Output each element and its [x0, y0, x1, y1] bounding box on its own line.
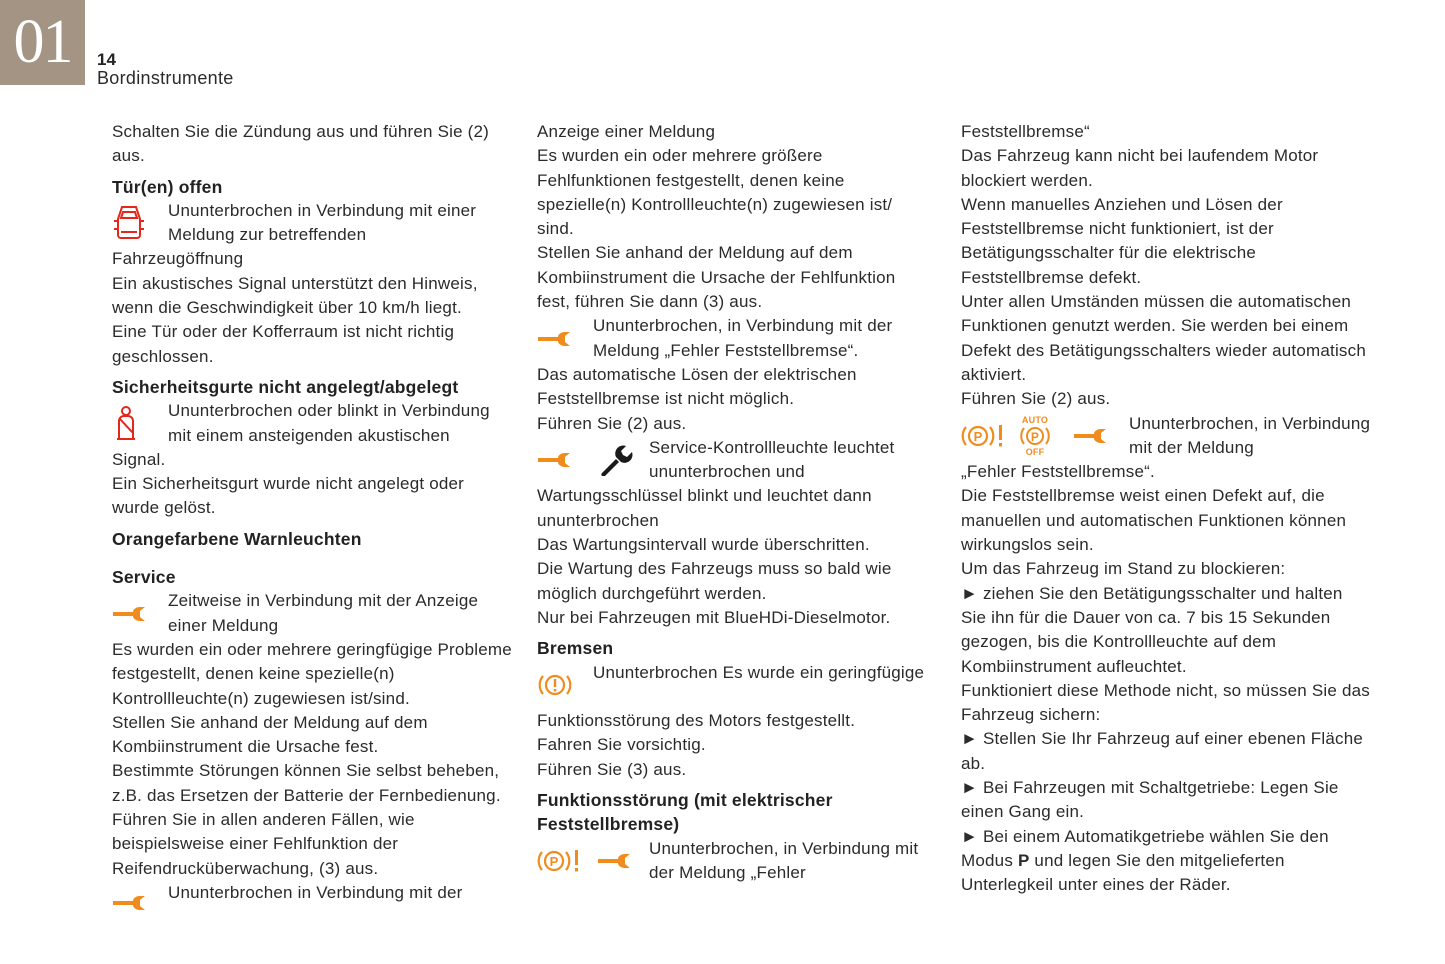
col3-paragraph-1: Feststellbremse“	[961, 122, 1090, 141]
wrench-icon	[112, 895, 148, 911]
col3-paragraph-5: Führen Sie (2) aus.	[961, 389, 1111, 409]
heading-doors-open: Tür(en) offen	[112, 176, 223, 197]
wrench-icon	[537, 331, 573, 347]
epb-defect-row	[961, 412, 1371, 461]
wrench-icon	[537, 452, 573, 468]
brakes-continuation: Funktionsstörung des Motors festgestellt.	[537, 711, 856, 731]
parking-brake-fault-icon	[537, 846, 583, 876]
brakes-paragraph-1: Fahren Sie vorsichtig.	[537, 735, 706, 755]
parking-brake-fault-icon	[961, 421, 1007, 451]
belts-continuation: Signal.	[112, 449, 166, 469]
doors-icon-text: Ununterbrochen in Verbindung mit einer Meldung zur betreffenden	[168, 200, 477, 245]
col2-paragraph-8: Nur bei Fahrzeugen mit BlueHDi-Dieselmotor.	[537, 607, 891, 627]
column-1	[112, 120, 512, 911]
col3-paragraph-4: Unter allen Umständen müssen die automatischen Funktionen genutzt werden. Sie werden bei einem Defekt des Betätigungsschalters wieder automatisch aktiviert.	[961, 292, 1366, 384]
seatbelt-icon	[112, 405, 140, 443]
doors-continuation: Fahrzeugöffnung	[112, 249, 244, 269]
service-icon-text-2: Ununterbrochen in Verbindung mit der	[168, 882, 463, 902]
belts-paragraph-1: Ein Sicherheitsgurt wurde nicht angelegt oder wurde gelöst.	[112, 474, 465, 518]
svg-text:P: P	[973, 428, 983, 444]
engine-fault-icon	[537, 670, 573, 700]
heading-brakes: Bremsen	[537, 638, 614, 659]
service-paragraph-4: Führen Sie in allen anderen Fällen, wie beispielsweise einer Fehlfunktion der Reifendrucküberwachung, (3) aus.	[112, 810, 415, 878]
epb-defect-continuation: „Fehler Feststellbremse“.	[961, 462, 1155, 482]
brake-message-text: Ununterbrochen, in Verbindung mit der Meldung „Fehler Feststellbremse“.	[593, 316, 893, 360]
service-paragraph-2: Stellen Sie anhand der Meldung auf dem Kombiinstrument die Ursache fest.	[112, 712, 428, 757]
svg-text:P: P	[549, 853, 559, 869]
col3-paragraph-6: Die Feststellbremse weist einen Defekt auf, die manuellen und automatischen Funktionen können wirkungslos sein.	[961, 486, 1347, 555]
brakes-icon-text: Ununterbrochen Es wurde ein geringfügige	[593, 662, 925, 682]
bullet-3: ► Bei Fahrzeugen mit Schaltgetriebe: Legen Sie einen Gang ein.	[961, 778, 1339, 822]
col3-paragraph-2: Das Fahrzeug kann nicht bei laufendem Motor blockiert werden.	[961, 146, 1319, 190]
service-icon-text: Zeitweise in Verbindung mit der Anzeige einer Meldung	[168, 591, 479, 635]
service-paragraph-1: Es wurden ein oder mehrere geringfügige Probleme festgestellt, denen keine spezielle(n) Kontrollleuchte(n) zugewiesen ist/sind.	[112, 639, 512, 708]
brakes-icon-row	[537, 661, 932, 710]
chapter-tab: 01	[0, 0, 85, 85]
bullet-4-post: und legen Sie den mitgelieferten Unterlegkeil unter eines der Räder.	[961, 850, 1285, 895]
col2-paragraph-2: Es wurden ein oder mehrere größere Fehlfunktionen festgestellt, denen keine spezielle(n) Kontrollleuchte(n) zugewiesen ist/ sind.	[537, 146, 893, 239]
wrench-icon	[597, 853, 633, 869]
heading-seatbelts: Sicherheitsgurte nicht angelegt/abgelegt	[112, 376, 459, 397]
page-number: 14	[97, 50, 116, 69]
wrench-icon	[1073, 428, 1109, 444]
col2-paragraph-5: Führen Sie (2) aus.	[537, 413, 687, 433]
wrench-icon	[112, 606, 148, 622]
doors-paragraph-1: Ein akustisches Signal unterstützt den Hinweis, wenn die Geschwindigkeit über 10 km/h liegt.	[112, 273, 478, 318]
service-key-continuation: Wartungsschlüssel blinkt und leuchtet dann ununterbrochen	[537, 486, 872, 530]
service-key-icon	[599, 444, 635, 476]
brake-message-row	[537, 314, 932, 363]
heading-orange-warnings: Orangefarbene Warnleuchten	[112, 528, 362, 549]
heading-service: Service	[112, 567, 176, 588]
col2-paragraph-7: Die Wartung des Fahrzeugs muss so bald wie möglich durchgeführt werden.	[537, 559, 892, 603]
auto-parking-off-icon	[1015, 415, 1055, 457]
col3-paragraph-7: Um das Fahrzeug im Stand zu blockieren:	[961, 559, 1286, 579]
col3-paragraph-3: Wenn manuelles Anziehen und Lösen der Feststellbremse nicht funktioniert, ist der Betätigungsschalter für die elektrische Feststellbremse defekt.	[961, 194, 1283, 287]
bullet-4	[961, 825, 1371, 898]
col2-paragraph-1: Anzeige einer Meldung	[537, 122, 716, 141]
svg-text:P: P	[1030, 429, 1040, 444]
off-label: OFF	[1025, 446, 1045, 457]
service-key-row	[537, 436, 932, 485]
intro-text: Schalten Sie die Zündung aus und führen Sie (2) aus.	[112, 122, 490, 166]
epb-defect-text: Ununterbrochen, in Verbindung mit der Meldung	[1129, 413, 1371, 457]
belts-icon-text: Ununterbrochen oder blinkt in Verbindung mit einem ansteigenden akustischen	[168, 401, 490, 445]
epb-icon-row	[537, 837, 932, 886]
service-key-text: Service-Kontrollleuchte leuchtet ununterbrochen und	[649, 437, 895, 482]
service-paragraph-3: Bestimmte Störungen können Sie selbst beheben, z.B. das Ersetzen der Batterie der Fernbedienung.	[112, 761, 501, 805]
belts-icon-row	[112, 399, 512, 448]
col2-paragraph-3: Stellen Sie anhand der Meldung auf dem Kombiinstrument die Ursache der Fehlfunktion fest, führen Sie dann (3) aus.	[537, 243, 896, 312]
bullet-4-pre: ► Bei einem Automatikgetriebe wählen Sie den Modus	[961, 826, 1329, 870]
auto-label: AUTO	[1021, 414, 1049, 425]
column-2	[537, 120, 932, 885]
epb-icon-text: Ununterbrochen, in Verbindung mit der Meldung „Fehler	[649, 838, 919, 882]
col2-paragraph-4: Das automatische Lösen der elektrischen Feststellbremse ist nicht möglich.	[537, 364, 857, 409]
bullet-1: ► ziehen Sie den Betätigungsschalter und halten Sie ihn für die Dauer von ca. 7 bis 15 Sekunden gezogen, bis die Kontrollleuchte auf dem Kombiinstrument aufleuchtet.	[961, 583, 1343, 676]
doors-paragraph-2: Eine Tür oder der Kofferraum ist nicht richtig geschlossen.	[112, 322, 455, 366]
bullet-2: ► Stellen Sie Ihr Fahrzeug auf einer ebenen Fläche ab.	[961, 729, 1364, 773]
section-title: Bordinstrumente	[97, 68, 234, 88]
service-icon-row	[112, 589, 512, 638]
col3-paragraph-8: Funktioniert diese Methode nicht, so müssen Sie das Fahrzeug sichern:	[961, 680, 1370, 725]
door-open-icon	[112, 203, 146, 243]
col2-paragraph-6: Das Wartungsintervall wurde überschritten.	[537, 535, 870, 555]
heading-epb-fault: Funktionsstörung (mit elektrischer Feststellbremse)	[537, 790, 833, 835]
service-icon-row-2	[112, 881, 512, 911]
doors-icon-row	[112, 199, 512, 248]
mode-p: P	[1017, 850, 1030, 870]
brakes-paragraph-2: Führen Sie (3) aus.	[537, 759, 687, 779]
column-3	[961, 120, 1371, 898]
